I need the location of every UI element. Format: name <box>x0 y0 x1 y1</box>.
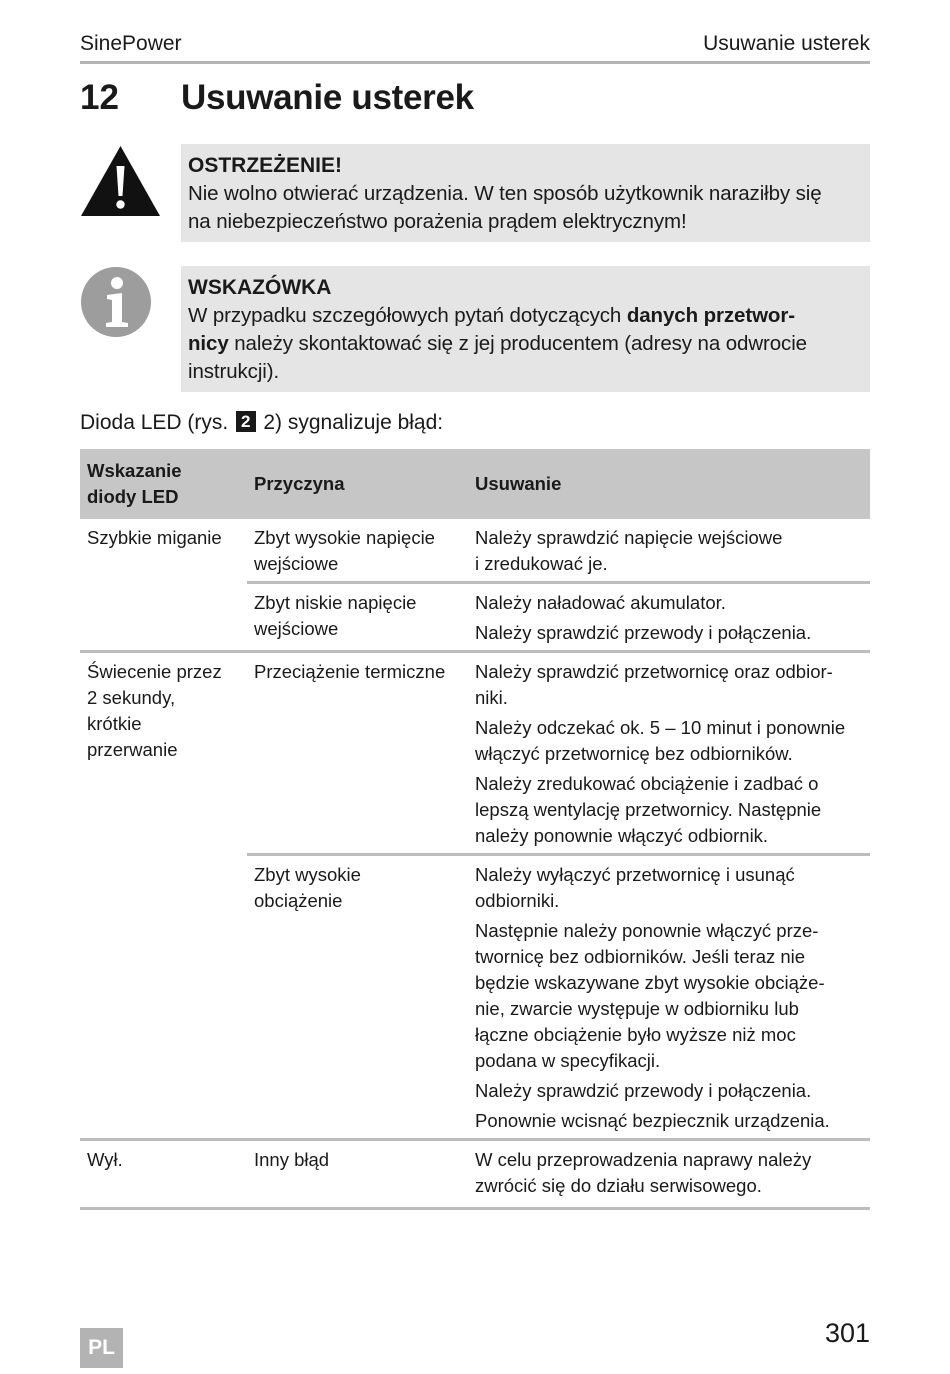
cause-cell: Przeciążenie termiczne <box>247 652 468 855</box>
remedy-cell: Należy wyłączyć przetwornicę i usunąć odbiorniki. Następnie należy ponownie włączyć prze- twornicę bez odbiorników. Jeśli teraz nie będzie wskazywane zbyt wysokie obciąże- nie, zwarcie występuje w odbiorniku lub łączne obciążenie było wyższe niż moc podana w specyfikacji. Należy sprawdzić przewody i połączenia. Ponownie wcisnąć bezpiecznik urządzenia. <box>468 855 870 1140</box>
table-row <box>80 855 870 1140</box>
page-number: 301 <box>824 1318 870 1348</box>
intro-text: Dioda LED (rys. 2 2) sygnalizuje błąd: <box>80 411 444 434</box>
table-row <box>80 1140 870 1204</box>
hint-line: nicy należy skontaktować się z jej producentem (adresy na odwrocie <box>188 332 807 355</box>
led-indication-cell: Wył. <box>80 1140 247 1204</box>
table-row <box>80 583 870 652</box>
running-header-left: SinePower <box>80 32 182 55</box>
troubleshooting-table <box>80 449 870 1203</box>
remedy-cell: Należy sprawdzić przetwornicę oraz odbior- niki. Należy odczekać ok. 5 – 10 minut i ponownie włączyć przetwornicę bez odbiorników. Należy zredukować obciążenie i zadbać o lepszą wentylację przetwornicy. Następnie należy ponownie włączyć odbiornik. <box>468 652 870 855</box>
hint-emphasis: danych przetwor- <box>626 304 795 327</box>
warning-triangle-icon <box>80 144 161 218</box>
table-header-row <box>80 449 870 519</box>
remedy-cell: Należy naładować akumulator. Należy sprawdzić przewody i połączenia. <box>468 583 870 652</box>
table-row <box>80 652 870 855</box>
table-bottom-rule <box>80 1207 870 1210</box>
running-header-right: Usuwanie usterek <box>703 32 870 55</box>
led-indication-cell <box>80 855 247 1140</box>
hint-title: WSKAZÓWKA <box>188 276 332 299</box>
column-header: Przyczyna <box>247 449 468 519</box>
column-header: Usuwanie <box>468 449 870 519</box>
led-indication-cell: Świecenie przez 2 sekundy, krótkie przerwanie <box>80 652 247 855</box>
warning-line: Nie wolno otwierać urządzenia. W ten sposób użytkownik naraziłby się <box>188 182 822 205</box>
hint-notice <box>181 266 870 392</box>
cause-cell: Inny błąd <box>247 1140 468 1204</box>
warning-line: na niebezpieczeństwo porażenia prądem elektrycznym! <box>188 210 687 233</box>
column-header: Wskazanie diody LED <box>80 449 247 519</box>
led-indication-cell <box>80 583 247 652</box>
led-indication-cell: Szybkie miganie <box>87 527 222 548</box>
header-divider <box>80 61 870 64</box>
language-badge: PL <box>80 1328 123 1368</box>
hint-line: W przypadku szczegółowych pytań dotyczących danych przetwor- <box>188 304 795 327</box>
info-icon <box>80 266 152 338</box>
remedy-cell: Należy sprawdzić napięcie wejściowe i zredukować je. <box>475 527 783 574</box>
hint-line: instrukcji). <box>188 360 280 383</box>
hint-emphasis: nicy <box>188 332 229 355</box>
table-row <box>80 519 870 583</box>
chapter-number: 12 <box>80 78 119 117</box>
chapter-title: Usuwanie usterek <box>181 78 474 117</box>
cause-cell: Zbyt wysokie obciążenie <box>247 855 468 1140</box>
cause-cell: Zbyt wysokie napięcie wejściowe <box>254 527 435 574</box>
warning-title: OSTRZEŻENIE! <box>188 154 343 177</box>
figure-reference-badge: 2 <box>236 411 255 432</box>
warning-notice <box>181 144 870 242</box>
remedy-cell: W celu przeprowadzenia naprawy należy zwrócić się do działu serwisowego. <box>468 1140 870 1204</box>
cause-cell: Zbyt niskie napięcie wejściowe <box>247 583 468 652</box>
